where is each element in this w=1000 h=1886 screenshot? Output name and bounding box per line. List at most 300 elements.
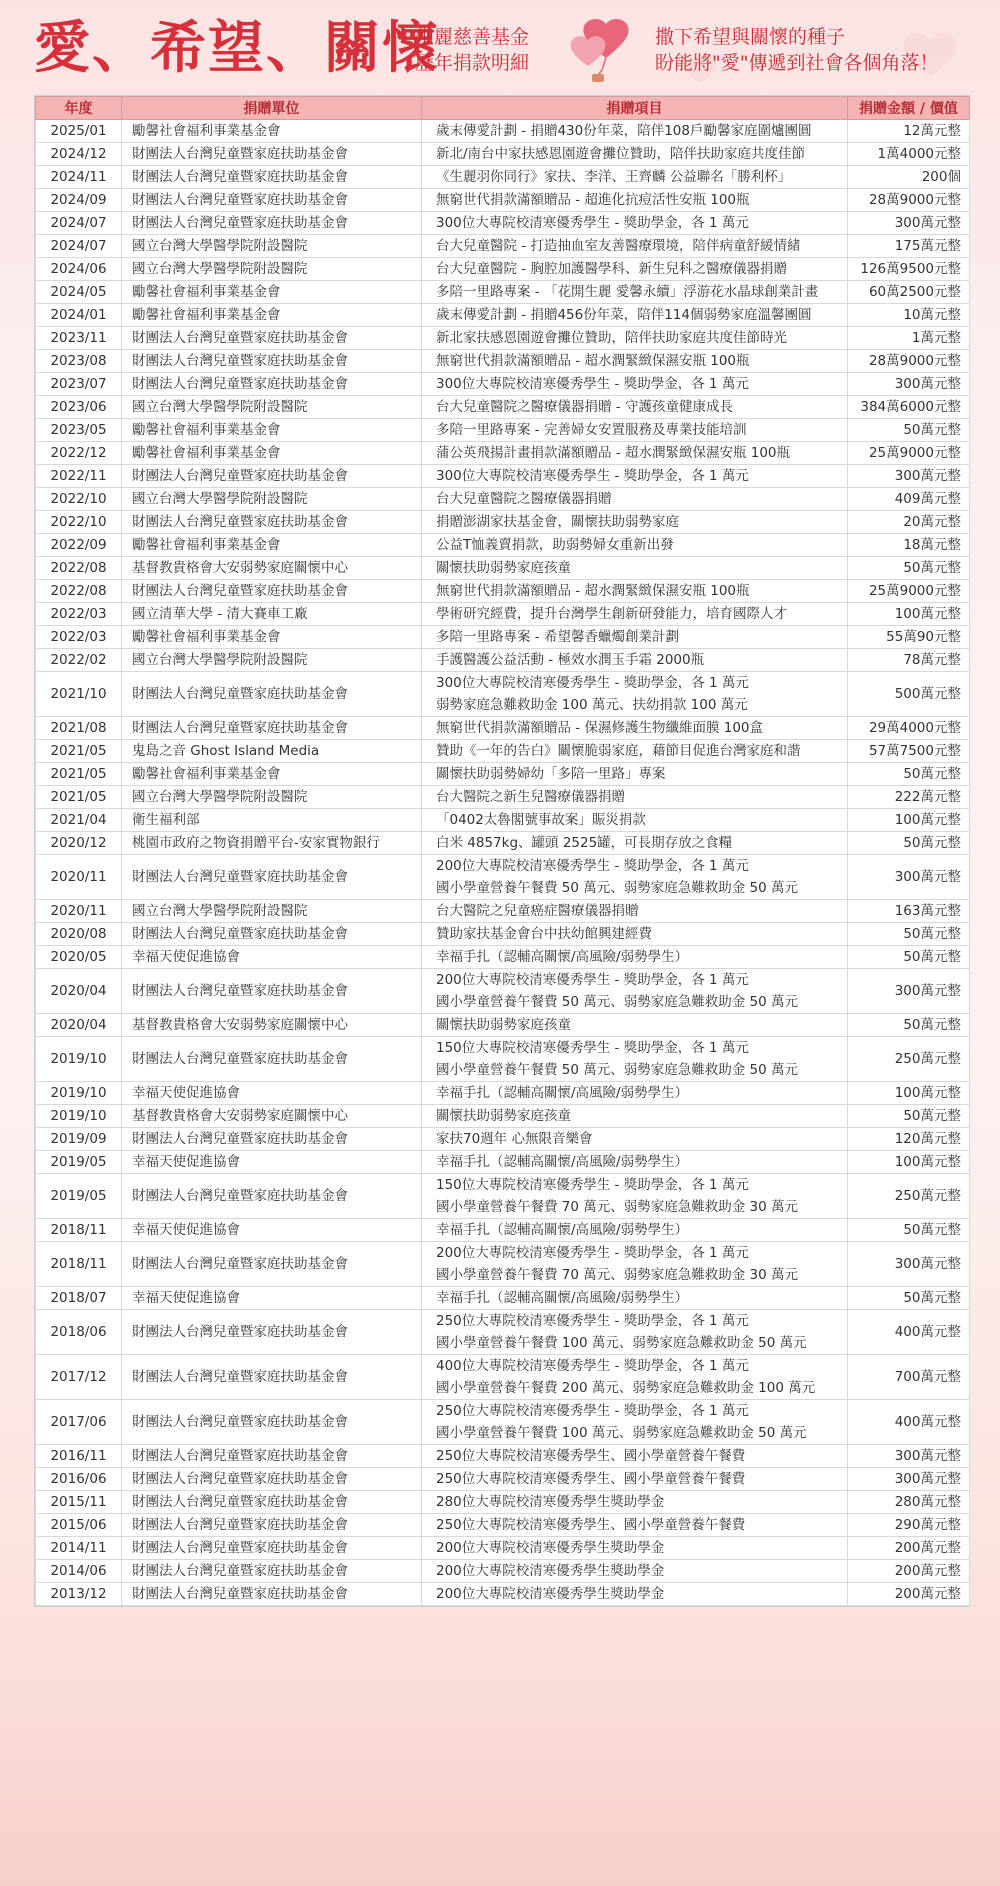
- cell-amount: 300萬元整: [848, 1468, 970, 1491]
- table-row: [36, 1151, 970, 1174]
- cell-item: [422, 396, 848, 419]
- cell-item-line: 關懷扶助弱勢家庭孩童: [436, 1108, 571, 1124]
- cell-item: [422, 1491, 848, 1514]
- cell-unit: 基督教貴格會大安弱勢家庭關懷中心: [122, 1014, 422, 1037]
- table-row: [36, 373, 970, 396]
- table-row: [36, 1242, 970, 1287]
- cell-item-line: 200位大專院校清寒優秀學生 - 獎助學金，各 1 萬元: [436, 858, 749, 874]
- cell-amount: 250萬元整: [848, 1037, 970, 1082]
- cell-item: [422, 786, 848, 809]
- cell-item-line: 國小學童營養午餐費 100 萬元、弱勢家庭急難救助金 50 萬元: [436, 1425, 807, 1441]
- cell-item-line: 280位大專院校清寒優秀學生獎助學金: [436, 1494, 665, 1510]
- table-row: [36, 1014, 970, 1037]
- cell-unit: 基督教貴格會大安弱勢家庭關懷中心: [122, 557, 422, 580]
- table-row: [36, 832, 970, 855]
- column-header-amount: 捐贈金額 / 價值: [848, 97, 970, 120]
- cell-item-line: 台大兒童醫院之醫療儀器捐贈 - 守護孩童健康成長: [436, 399, 733, 415]
- cell-item-line: 弱勢家庭急難救助金 100 萬元、扶幼捐款 100 萬元: [436, 697, 748, 713]
- cell-item-line: 關懷扶助弱勢家庭孩童: [436, 1017, 571, 1033]
- cell-item-line: 新北家扶感恩園遊會攤位贊助，陪伴扶助家庭共度佳節時光: [436, 330, 787, 346]
- cell-item-line: 150位大專院校清寒優秀學生 - 獎助學金，各 1 萬元: [436, 1040, 749, 1056]
- cell-item: [422, 1037, 848, 1082]
- cell-year: 2024/12: [36, 143, 122, 166]
- cell-item: [422, 120, 848, 143]
- cell-amount: 25萬9000元整: [848, 580, 970, 603]
- cell-year: 2020/05: [36, 946, 122, 969]
- cell-year: 2019/05: [36, 1151, 122, 1174]
- cell-item-line: 國小學童營養午餐費 50 萬元、弱勢家庭急難救助金 50 萬元: [436, 1062, 799, 1078]
- cell-year: 2023/08: [36, 350, 122, 373]
- table-row: [36, 189, 970, 212]
- cell-amount: 280萬元整: [848, 1491, 970, 1514]
- table-row: [36, 672, 970, 717]
- cell-item-line: 台大兒童醫院之醫療儀器捐贈: [436, 491, 612, 507]
- column-header-unit: 捐贈單位: [122, 97, 422, 120]
- table-row: [36, 120, 970, 143]
- cell-item: [422, 1583, 848, 1606]
- cell-item: [422, 1151, 848, 1174]
- cell-unit: 財團法人台灣兒童暨家庭扶助基金會: [122, 1310, 422, 1355]
- cell-unit: 勵馨社會福利事業基金會: [122, 304, 422, 327]
- cell-item-line: 幸福手扎（認輔高關懷/高風險/弱勢學生）: [436, 949, 689, 965]
- cell-year: 2021/08: [36, 717, 122, 740]
- cell-year: 2021/05: [36, 763, 122, 786]
- cell-year: 2025/01: [36, 120, 122, 143]
- table-row: [36, 1310, 970, 1355]
- cell-item: [422, 832, 848, 855]
- table-row: [36, 786, 970, 809]
- cell-item: [422, 189, 848, 212]
- table-row: [36, 809, 970, 832]
- cell-unit: 財團法人台灣兒童暨家庭扶助基金會: [122, 1128, 422, 1151]
- cell-amount: 100萬元整: [848, 1082, 970, 1105]
- cell-unit: 財團法人台灣兒童暨家庭扶助基金會: [122, 672, 422, 717]
- cell-amount: 50萬元整: [848, 763, 970, 786]
- cell-year: 2022/02: [36, 649, 122, 672]
- cell-unit: 國立清華大學 - 清大賽車工廠: [122, 603, 422, 626]
- cell-item-line: 白米 4857kg、罐頭 2525罐，可長期存放之食糧: [436, 835, 733, 851]
- cell-year: 2020/11: [36, 900, 122, 923]
- cell-amount: 300萬元整: [848, 855, 970, 900]
- table-row: [36, 1491, 970, 1514]
- table-row: [36, 143, 970, 166]
- table-row: [36, 603, 970, 626]
- cell-amount: 200個: [848, 166, 970, 189]
- cell-item: [422, 763, 848, 786]
- table-row: [36, 969, 970, 1014]
- cell-item: [422, 281, 848, 304]
- cell-item-line: 台大醫院之新生兒醫療儀器捐贈: [436, 789, 625, 805]
- cell-item: [422, 1514, 848, 1537]
- table-row: [36, 166, 970, 189]
- cell-item-line: 幸福手扎（認輔高關懷/高風險/弱勢學生）: [436, 1154, 689, 1170]
- page-title: 愛、希望、關懷: [34, 16, 440, 81]
- cell-year: 2022/12: [36, 442, 122, 465]
- table-row: [36, 1082, 970, 1105]
- table-row: [36, 1219, 970, 1242]
- table-row: [36, 1037, 970, 1082]
- cell-item-line: 200位大專院校清寒優秀學生獎助學金: [436, 1586, 665, 1602]
- cell-item: [422, 969, 848, 1014]
- cell-year: 2020/08: [36, 923, 122, 946]
- cell-item-line: 歲末傳愛計劃 - 捐贈456份年菜，陪伴114個弱勢家庭溫馨團圓: [436, 307, 812, 323]
- table-row: [36, 1583, 970, 1606]
- cell-year: 2022/09: [36, 534, 122, 557]
- cell-amount: 10萬元整: [848, 304, 970, 327]
- table-row: [36, 1514, 970, 1537]
- cell-year: 2022/03: [36, 603, 122, 626]
- cell-item: [422, 350, 848, 373]
- cell-item: [422, 235, 848, 258]
- cell-unit: 財團法人台灣兒童暨家庭扶助基金會: [122, 1174, 422, 1219]
- table-row: [36, 465, 970, 488]
- cell-item-line: 學術研究經費，提升台灣學生創新研發能力，培育國際人才: [436, 606, 787, 622]
- table-row: [36, 350, 970, 373]
- cell-item: [422, 488, 848, 511]
- cell-item-line: 200位大專院校清寒優秀學生獎助學金: [436, 1540, 665, 1556]
- cell-item: [422, 419, 848, 442]
- cell-item-line: 200位大專院校清寒優秀學生 - 獎助學金，各 1 萬元: [436, 972, 749, 988]
- cell-item-line: 250位大專院校清寒優秀學生 - 獎助學金，各 1 萬元: [436, 1313, 749, 1329]
- table-row: [36, 855, 970, 900]
- cell-item: [422, 900, 848, 923]
- cell-year: 2022/08: [36, 557, 122, 580]
- cell-item: [422, 1128, 848, 1151]
- cell-amount: 175萬元整: [848, 235, 970, 258]
- cell-unit: 桃園市政府之物資捐贈平台-安家實物銀行: [122, 832, 422, 855]
- cell-item-line: 多陪一里路專案 - 「花開生麗 愛馨永續」浮游花水晶球創業計畫: [436, 284, 819, 300]
- cell-item: [422, 327, 848, 350]
- cell-unit: 幸福天使促進協會: [122, 1287, 422, 1310]
- cell-unit: 財團法人台灣兒童暨家庭扶助基金會: [122, 1560, 422, 1583]
- cell-item: [422, 1287, 848, 1310]
- cell-item: [422, 672, 848, 717]
- cell-unit: 財團法人台灣兒童暨家庭扶助基金會: [122, 1355, 422, 1400]
- cell-year: 2019/10: [36, 1105, 122, 1128]
- cell-unit: 財團法人台灣兒童暨家庭扶助基金會: [122, 855, 422, 900]
- cell-item: [422, 580, 848, 603]
- table-row: [36, 740, 970, 763]
- cell-unit: 勵馨社會福利事業基金會: [122, 419, 422, 442]
- cell-item: [422, 1537, 848, 1560]
- cell-unit: 財團法人台灣兒童暨家庭扶助基金會: [122, 1242, 422, 1287]
- table-row: [36, 212, 970, 235]
- cell-item-line: 多陪一里路專案 - 希望馨香蠟燭創業計劃: [436, 629, 679, 645]
- cell-amount: 300萬元整: [848, 1242, 970, 1287]
- table-row: [36, 488, 970, 511]
- cell-amount: 50萬元整: [848, 557, 970, 580]
- table-row: [36, 763, 970, 786]
- cell-year: 2021/05: [36, 740, 122, 763]
- cell-unit: 幸福天使促進協會: [122, 946, 422, 969]
- cell-amount: 50萬元整: [848, 923, 970, 946]
- cell-amount: 300萬元整: [848, 1445, 970, 1468]
- cell-year: 2023/06: [36, 396, 122, 419]
- cell-item-line: 幸福手扎（認輔高關懷/高風險/弱勢學生）: [436, 1222, 689, 1238]
- cell-item: [422, 809, 848, 832]
- cell-year: 2020/12: [36, 832, 122, 855]
- cell-year: 2020/04: [36, 969, 122, 1014]
- cell-amount: 1萬4000元整: [848, 143, 970, 166]
- cell-amount: 200萬元整: [848, 1560, 970, 1583]
- cell-item: [422, 1174, 848, 1219]
- cell-item-line: 蒲公英飛揚計畫捐款滿額贈品 - 超水潤緊緻保濕安瓶 100瓶: [436, 445, 791, 461]
- cell-unit: 勵馨社會福利事業基金會: [122, 626, 422, 649]
- cell-unit: 勵馨社會福利事業基金會: [122, 442, 422, 465]
- cell-amount: 400萬元整: [848, 1400, 970, 1445]
- cell-amount: 1萬元整: [848, 327, 970, 350]
- cell-item: [422, 373, 848, 396]
- cell-amount: 50萬元整: [848, 1014, 970, 1037]
- cell-item-line: 台大兒童醫院 - 胸腔加護醫學科、新生兒科之醫療儀器捐贈: [436, 261, 787, 277]
- cell-item: [422, 1242, 848, 1287]
- table-row: [36, 1445, 970, 1468]
- cell-item-line: 多陪一里路專案 - 完善婦女安置服務及專業技能培訓: [436, 422, 747, 438]
- cell-unit: 幸福天使促進協會: [122, 1219, 422, 1242]
- cell-unit: 財團法人台灣兒童暨家庭扶助基金會: [122, 143, 422, 166]
- cell-item-line: 幸福手扎（認輔高關懷/高風險/弱勢學生）: [436, 1290, 689, 1306]
- table-body: [36, 120, 970, 1606]
- cell-amount: 57萬7500元整: [848, 740, 970, 763]
- cell-year: 2015/06: [36, 1514, 122, 1537]
- cell-unit: 國立台灣大學醫學院附設醫院: [122, 900, 422, 923]
- cell-amount: 28萬9000元整: [848, 350, 970, 373]
- cell-unit: 財團法人台灣兒童暨家庭扶助基金會: [122, 1037, 422, 1082]
- cell-amount: 55萬90元整: [848, 626, 970, 649]
- table-row: [36, 281, 970, 304]
- cell-year: 2016/06: [36, 1468, 122, 1491]
- table-row: [36, 1537, 970, 1560]
- cell-unit: 財團法人台灣兒童暨家庭扶助基金會: [122, 1400, 422, 1445]
- cell-year: 2014/06: [36, 1560, 122, 1583]
- table-row: [36, 557, 970, 580]
- cell-unit: 國立台灣大學醫學院附設醫院: [122, 649, 422, 672]
- cell-year: 2018/06: [36, 1310, 122, 1355]
- cell-item: [422, 511, 848, 534]
- table-row: [36, 419, 970, 442]
- cell-item-line: 幸福手扎（認輔高關懷/高風險/弱勢學生）: [436, 1085, 689, 1101]
- cell-item: [422, 557, 848, 580]
- cell-unit: 財團法人台灣兒童暨家庭扶助基金會: [122, 923, 422, 946]
- cell-unit: 國立台灣大學醫學院附設醫院: [122, 396, 422, 419]
- subtitle-line-1: 生麗慈善基金: [415, 26, 530, 48]
- cell-item: [422, 1355, 848, 1400]
- cell-amount: 12萬元整: [848, 120, 970, 143]
- cell-year: 2014/11: [36, 1537, 122, 1560]
- table-row: [36, 1174, 970, 1219]
- cell-item-line: 家扶70週年 心無限音樂會: [436, 1131, 593, 1147]
- cell-item: [422, 1219, 848, 1242]
- column-header-item: 捐贈項目: [422, 97, 848, 120]
- cell-item-line: 手護醫護公益活動 - 極效水潤玉手霜 2000瓶: [436, 652, 705, 668]
- cell-amount: 300萬元整: [848, 969, 970, 1014]
- cell-item-line: 贊助《一年的告白》關懷脆弱家庭，藉節目促進台灣家庭和諧: [436, 743, 801, 759]
- table-row: [36, 1105, 970, 1128]
- table-row: [36, 511, 970, 534]
- cell-amount: 50萬元整: [848, 832, 970, 855]
- table-row: [36, 900, 970, 923]
- cell-item: [422, 258, 848, 281]
- table-row: [36, 534, 970, 557]
- cell-unit: 基督教貴格會大安弱勢家庭關懷中心: [122, 1105, 422, 1128]
- cell-amount: 50萬元整: [848, 419, 970, 442]
- table-row: [36, 1128, 970, 1151]
- cell-unit: 財團法人台灣兒童暨家庭扶助基金會: [122, 189, 422, 212]
- cell-item: [422, 304, 848, 327]
- cell-year: 2013/12: [36, 1583, 122, 1606]
- cell-item-line: 國小學童營養午餐費 200 萬元、弱勢家庭急難救助金 100 萬元: [436, 1380, 816, 1396]
- cell-amount: 250萬元整: [848, 1174, 970, 1219]
- cell-unit: 衛生福利部: [122, 809, 422, 832]
- cell-unit: 財團法人台灣兒童暨家庭扶助基金會: [122, 511, 422, 534]
- cell-item-line: 250位大專院校清寒優秀學生 - 獎助學金，各 1 萬元: [436, 1403, 749, 1419]
- cell-year: 2017/12: [36, 1355, 122, 1400]
- cell-item-line: 《生麗羽你同行》家扶、李洋、王齊麟 公益聯名「勝利杯」: [436, 169, 792, 185]
- cell-amount: 200萬元整: [848, 1537, 970, 1560]
- cell-year: 2017/06: [36, 1400, 122, 1445]
- cell-amount: 50萬元整: [848, 1219, 970, 1242]
- cell-unit: 財團法人台灣兒童暨家庭扶助基金會: [122, 212, 422, 235]
- cell-item-line: 300位大專院校清寒優秀學生 - 獎助學金，各 1 萬元: [436, 468, 749, 484]
- cell-year: 2019/09: [36, 1128, 122, 1151]
- page-subtitle: [415, 24, 529, 76]
- cell-item-line: 200位大專院校清寒優秀學生 - 獎助學金，各 1 萬元: [436, 1245, 749, 1261]
- cell-year: 2022/08: [36, 580, 122, 603]
- cell-item: [422, 740, 848, 763]
- cell-item: [422, 1400, 848, 1445]
- cell-amount: 200萬元整: [848, 1583, 970, 1606]
- cell-unit: 財團法人台灣兒童暨家庭扶助基金會: [122, 1514, 422, 1537]
- donation-table-container: [34, 95, 970, 1607]
- cell-unit: 財團法人台灣兒童暨家庭扶助基金會: [122, 580, 422, 603]
- cell-item-line: 歲末傳愛計劃 - 捐贈430份年菜，陪伴108戶勵馨家庭圍爐團圓: [436, 123, 812, 139]
- cell-item-line: 300位大專院校清寒優秀學生 - 獎助學金，各 1 萬元: [436, 376, 749, 392]
- cell-unit: 財團法人台灣兒童暨家庭扶助基金會: [122, 465, 422, 488]
- cell-item: [422, 1105, 848, 1128]
- cell-unit: 國立台灣大學醫學院附設醫院: [122, 786, 422, 809]
- cell-year: 2018/11: [36, 1242, 122, 1287]
- cell-item-line: 300位大專院校清寒優秀學生 - 獎助學金，各 1 萬元: [436, 675, 749, 691]
- table-row: [36, 649, 970, 672]
- cell-unit: 財團法人台灣兒童暨家庭扶助基金會: [122, 166, 422, 189]
- cell-item: [422, 946, 848, 969]
- cell-unit: 財團法人台灣兒童暨家庭扶助基金會: [122, 717, 422, 740]
- cell-amount: 384萬6000元整: [848, 396, 970, 419]
- cell-unit: 勵馨社會福利事業基金會: [122, 534, 422, 557]
- cell-year: 2020/11: [36, 855, 122, 900]
- cell-item: [422, 465, 848, 488]
- cell-item: [422, 143, 848, 166]
- cell-item: [422, 626, 848, 649]
- cell-year: 2024/11: [36, 166, 122, 189]
- cell-item-line: 250位大專院校清寒優秀學生、國小學童營養午餐費: [436, 1517, 746, 1533]
- table-row: [36, 304, 970, 327]
- cell-item-line: 國小學童營養午餐費 70 萬元、弱勢家庭急難救助金 30 萬元: [436, 1199, 799, 1215]
- slogan: [655, 24, 938, 76]
- cell-unit: 國立台灣大學醫學院附設醫院: [122, 258, 422, 281]
- cell-year: 2019/05: [36, 1174, 122, 1219]
- cell-unit: 鬼島之音 Ghost Island Media: [122, 740, 422, 763]
- cell-year: 2023/07: [36, 373, 122, 396]
- table-row: [36, 580, 970, 603]
- cell-unit: 勵馨社會福利事業基金會: [122, 120, 422, 143]
- table-row: [36, 258, 970, 281]
- cell-amount: 18萬元整: [848, 534, 970, 557]
- table-row: [36, 717, 970, 740]
- heart-balloon-icon: [566, 14, 632, 84]
- table-row: [36, 946, 970, 969]
- cell-amount: 400萬元整: [848, 1310, 970, 1355]
- header: [0, 0, 1000, 95]
- cell-item-line: 250位大專院校清寒優秀學生、國小學童營養午餐費: [436, 1448, 746, 1464]
- cell-year: 2024/07: [36, 235, 122, 258]
- cell-year: 2024/06: [36, 258, 122, 281]
- cell-item: [422, 1310, 848, 1355]
- cell-year: 2023/11: [36, 327, 122, 350]
- cell-year: 2021/04: [36, 809, 122, 832]
- table-row: [36, 1468, 970, 1491]
- cell-item-line: 400位大專院校清寒優秀學生 - 獎助學金，各 1 萬元: [436, 1358, 749, 1374]
- cell-item-line: 200位大專院校清寒優秀學生獎助學金: [436, 1563, 665, 1579]
- cell-item: [422, 212, 848, 235]
- cell-amount: 20萬元整: [848, 511, 970, 534]
- cell-year: 2024/07: [36, 212, 122, 235]
- cell-item-line: 國小學童營養午餐費 100 萬元、弱勢家庭急難救助金 50 萬元: [436, 1335, 807, 1351]
- cell-item: [422, 855, 848, 900]
- cell-amount: 100萬元整: [848, 809, 970, 832]
- cell-amount: 50萬元整: [848, 1105, 970, 1128]
- cell-amount: 100萬元整: [848, 603, 970, 626]
- cell-item-line: 國小學童營養午餐費 50 萬元、弱勢家庭急難救助金 50 萬元: [436, 880, 799, 896]
- cell-amount: 409萬元整: [848, 488, 970, 511]
- cell-year: 2016/11: [36, 1445, 122, 1468]
- cell-item: [422, 1468, 848, 1491]
- cell-amount: 300萬元整: [848, 465, 970, 488]
- cell-amount: 50萬元整: [848, 946, 970, 969]
- cell-item-line: 「0402太魯閣號事故案」賑災捐款: [436, 812, 646, 828]
- cell-unit: 財團法人台灣兒童暨家庭扶助基金會: [122, 327, 422, 350]
- cell-unit: 勵馨社會福利事業基金會: [122, 281, 422, 304]
- cell-item-line: 無窮世代捐款滿額贈品 - 超進化抗痘活性安瓶 100瓶: [436, 192, 750, 208]
- cell-unit: 財團法人台灣兒童暨家庭扶助基金會: [122, 373, 422, 396]
- cell-amount: 120萬元整: [848, 1128, 970, 1151]
- table-row: [36, 396, 970, 419]
- cell-amount: 29萬4000元整: [848, 717, 970, 740]
- cell-unit: 幸福天使促進協會: [122, 1082, 422, 1105]
- cell-item-line: 150位大專院校清寒優秀學生 - 獎助學金，各 1 萬元: [436, 1177, 749, 1193]
- cell-year: 2022/10: [36, 511, 122, 534]
- cell-amount: 500萬元整: [848, 672, 970, 717]
- cell-unit: 財團法人台灣兒童暨家庭扶助基金會: [122, 1445, 422, 1468]
- cell-amount: 28萬9000元整: [848, 189, 970, 212]
- cell-item-line: 台大醫院之兒童癌症醫療儀器捐贈: [436, 903, 639, 919]
- cell-unit: 幸福天使促進協會: [122, 1151, 422, 1174]
- cell-item-line: 關懷扶助弱勢婦幼「多陪一里路」專案: [436, 766, 666, 782]
- column-header-year: 年度: [36, 97, 122, 120]
- cell-amount: 78萬元整: [848, 649, 970, 672]
- cell-year: 2019/10: [36, 1082, 122, 1105]
- cell-amount: 290萬元整: [848, 1514, 970, 1537]
- table-row: [36, 1355, 970, 1400]
- cell-item-line: 國小學童營養午餐費 70 萬元、弱勢家庭急難救助金 30 萬元: [436, 1267, 799, 1283]
- cell-unit: 財團法人台灣兒童暨家庭扶助基金會: [122, 350, 422, 373]
- cell-item: [422, 1445, 848, 1468]
- table-header-row: [36, 97, 970, 120]
- cell-unit: 國立台灣大學醫學院附設醫院: [122, 488, 422, 511]
- cell-item: [422, 649, 848, 672]
- cell-item: [422, 1014, 848, 1037]
- cell-item: [422, 717, 848, 740]
